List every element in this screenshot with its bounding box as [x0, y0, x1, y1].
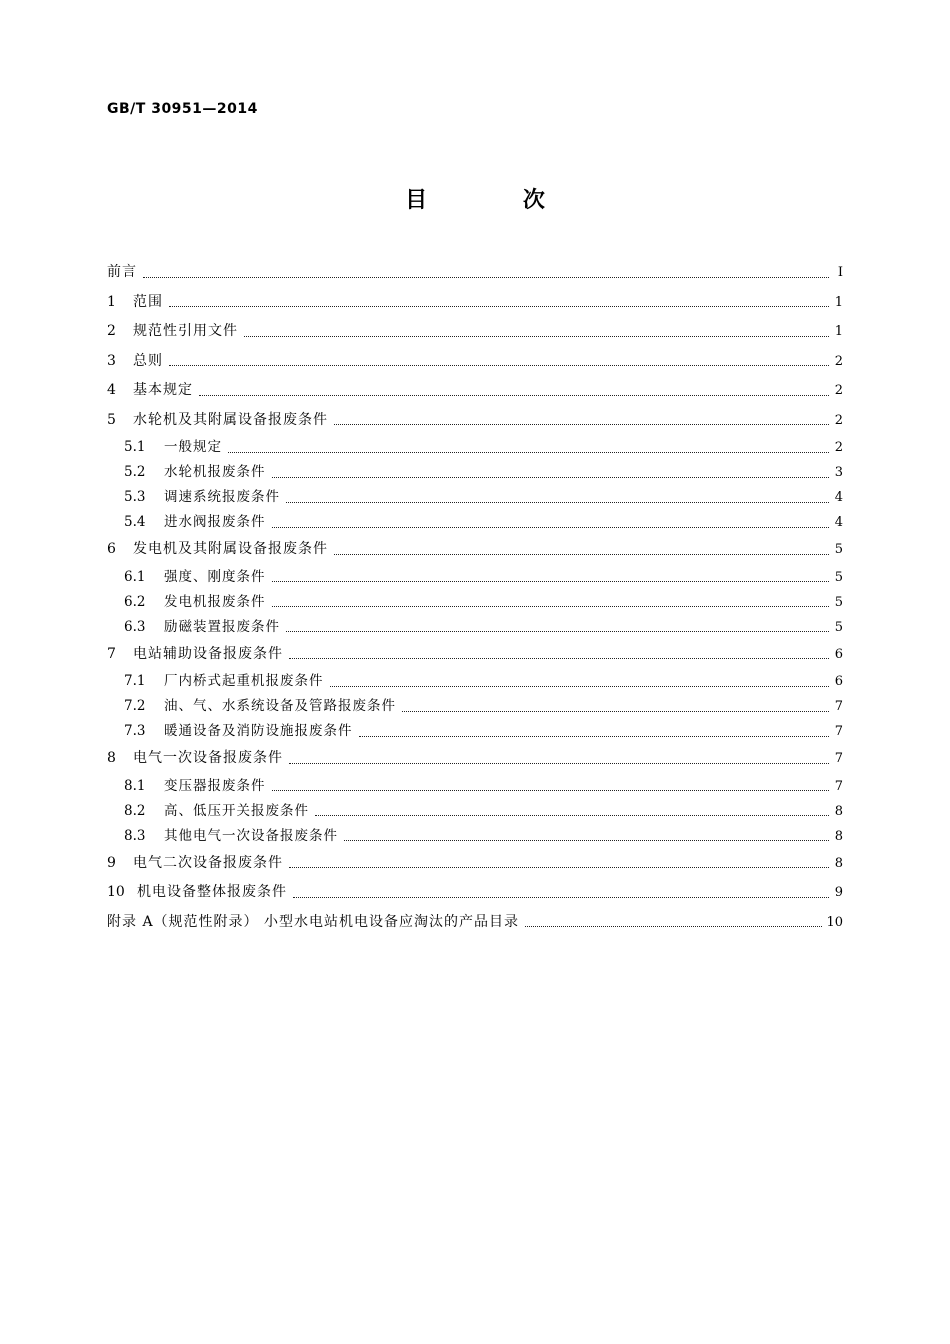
toc-leader-dots	[272, 605, 830, 607]
toc-entry-title: 高、低压开关报废条件	[164, 802, 309, 819]
toc-leader-dots	[272, 580, 830, 582]
toc-entry-page: 5	[834, 542, 843, 557]
toc-entry[interactable]	[107, 719, 843, 744]
toc-leader-dots	[330, 685, 830, 687]
toc-entry[interactable]	[107, 590, 843, 615]
toc-entry[interactable]	[107, 824, 843, 849]
toc-entry[interactable]	[107, 565, 843, 590]
toc-entry-title: 电气一次设备报废条件	[133, 750, 283, 766]
toc-entry-page: 1	[834, 294, 843, 310]
toc-entry-title: 附录 A（规范性附录） 小型水电站机电设备应淘汰的产品目录	[107, 913, 520, 930]
toc-entry[interactable]	[107, 849, 843, 879]
toc-entry-number: 6.2	[124, 593, 146, 610]
toc-entry-number: 5.3	[124, 489, 146, 505]
toc-leader-dots	[525, 925, 822, 927]
toc-entry-page: 8	[834, 855, 843, 871]
toc-entry[interactable]	[107, 317, 843, 347]
toc-leader-dots	[228, 451, 829, 453]
toc-entry-page: 5	[834, 594, 843, 610]
toc-entry-page: 1	[834, 324, 843, 339]
toc-leader-dots	[402, 710, 829, 712]
toc-entry-title: 进水阀报废条件	[164, 514, 266, 530]
toc-entry-title: 厂内桥式起重机报废条件	[164, 673, 324, 689]
toc-entry-number: 6	[107, 541, 116, 557]
toc-entry-page: 7	[834, 751, 843, 766]
toc-entry-title: 发电机及其附属设备报废条件	[133, 541, 328, 557]
toc-entry-page: 2	[834, 440, 843, 455]
toc-entry-title: 油、气、水系统设备及管路报废条件	[164, 698, 396, 714]
toc-entry[interactable]	[107, 288, 843, 318]
toc-entry-title: 机电设备整体报废条件	[137, 884, 287, 900]
toc-entry-page: 4	[834, 490, 843, 505]
toc-entry-page: 6	[834, 674, 843, 689]
toc-entry[interactable]	[107, 510, 843, 535]
toc-leader-dots	[272, 476, 830, 478]
toc-entry[interactable]	[107, 744, 843, 774]
toc-leader-dots	[272, 526, 830, 528]
toc-entry-page: 6	[834, 646, 843, 662]
toc-entry-page: 8	[834, 828, 843, 844]
toc-entry[interactable]	[107, 799, 843, 824]
toc-entry-title: 范围	[133, 293, 163, 310]
toc-entry[interactable]	[107, 406, 843, 436]
toc-entry-page: 10	[826, 914, 843, 930]
toc-entry-page: 5	[834, 619, 843, 635]
toc-entry-number: 7.2	[124, 698, 146, 714]
toc-leader-dots	[272, 789, 830, 791]
toc-entry-title: 前言	[107, 264, 137, 280]
standard-code: GB/T 30951—2014	[107, 101, 258, 117]
toc-entry-page: 2	[834, 383, 843, 398]
toc-entry-number: 4	[107, 382, 116, 398]
toc-entry-number: 5.1	[124, 439, 146, 455]
toc-entry[interactable]	[107, 669, 843, 694]
toc-entry-title: 电站辅助设备报废条件	[133, 645, 283, 662]
toc-leader-dots	[143, 276, 829, 278]
toc-leader-dots	[289, 657, 829, 659]
toc-leader-dots	[315, 814, 829, 816]
toc-entry[interactable]	[107, 908, 843, 938]
toc-entry[interactable]	[107, 640, 843, 670]
toc-entry[interactable]	[107, 376, 843, 406]
toc-leader-dots	[286, 630, 829, 632]
toc-entry-title: 调速系统报废条件	[164, 489, 280, 505]
toc-entry-page: 7	[834, 699, 843, 714]
toc-entry-title: 暖通设备及消防设施报废条件	[164, 723, 353, 739]
toc-leader-dots	[359, 735, 830, 737]
toc-entry-number: 3	[107, 352, 116, 369]
toc-entry-page: 5	[834, 569, 843, 585]
toc-entry-number: 7.1	[124, 673, 146, 689]
toc-entry-number: 1	[107, 293, 116, 310]
toc-entry[interactable]	[107, 347, 843, 377]
toc-entry-page: 8	[834, 803, 843, 819]
toc-entry-number: 2	[107, 323, 116, 339]
toc-entry-title: 电气二次设备报废条件	[133, 854, 283, 871]
toc-leader-dots	[334, 553, 829, 555]
toc-entry-title: 发电机报废条件	[164, 593, 266, 610]
toc-entry-number: 8	[107, 750, 116, 766]
toc-leader-dots	[293, 896, 829, 898]
toc-entry-number: 7.3	[124, 723, 146, 739]
toc-entry-number: 7	[107, 645, 116, 662]
toc-entry-page: 7	[834, 724, 843, 739]
toc-entry-number: 8.1	[124, 777, 146, 794]
toc-leader-dots	[289, 866, 829, 868]
toc-entry[interactable]	[107, 878, 843, 908]
toc-entry[interactable]	[107, 535, 843, 565]
toc-entry-number: 10	[107, 884, 125, 900]
toc-entry-title: 水轮机及其附属设备报废条件	[133, 411, 328, 428]
toc-leader-dots	[289, 762, 829, 764]
toc-entry-title: 其他电气一次设备报废条件	[164, 827, 338, 844]
toc-leader-dots	[244, 335, 829, 337]
toc-leader-dots	[169, 364, 829, 366]
toc-entry-page: 3	[834, 465, 843, 480]
toc-entry-number: 6.3	[124, 618, 146, 635]
toc-entry-page: 4	[834, 515, 843, 530]
toc-heading: 目 次	[405, 188, 589, 213]
toc-leader-dots	[334, 423, 829, 425]
toc-entry-title: 基本规定	[133, 382, 193, 398]
toc-entry-title: 水轮机报废条件	[164, 464, 266, 480]
toc-leader-dots	[344, 839, 829, 841]
toc-entry-number: 6.1	[124, 568, 146, 585]
table-of-contents	[107, 258, 843, 937]
toc-entry-number: 8.3	[124, 827, 146, 844]
toc-entry-title: 总则	[133, 352, 163, 369]
toc-entry[interactable]	[107, 258, 843, 288]
toc-entry[interactable]	[107, 435, 843, 460]
toc-entry-title: 变压器报废条件	[164, 777, 266, 794]
toc-entry-number: 5.4	[124, 514, 146, 530]
toc-entry-page: 9	[834, 885, 843, 900]
toc-entry-title: 励磁装置报废条件	[164, 618, 280, 635]
toc-entry-title: 一般规定	[164, 439, 222, 455]
toc-leader-dots	[286, 501, 829, 503]
toc-entry-page: 7	[834, 778, 843, 794]
toc-entry[interactable]	[107, 774, 843, 799]
toc-entry[interactable]	[107, 694, 843, 719]
toc-entry[interactable]	[107, 485, 843, 510]
toc-entry-title: 强度、刚度条件	[164, 568, 266, 585]
toc-entry[interactable]	[107, 615, 843, 640]
toc-entry-title: 规范性引用文件	[133, 323, 238, 339]
toc-leader-dots	[199, 394, 829, 396]
toc-entry-page: 2	[834, 412, 843, 428]
toc-entry-number: 8.2	[124, 802, 146, 819]
toc-entry-number: 5	[107, 411, 116, 428]
toc-entry-page: Ⅰ	[837, 265, 843, 280]
toc-leader-dots	[169, 305, 829, 307]
toc-entry-number: 5.2	[124, 464, 146, 480]
toc-entry-number: 9	[107, 854, 116, 871]
toc-entry[interactable]	[107, 460, 843, 485]
toc-entry-page: 2	[834, 353, 843, 369]
